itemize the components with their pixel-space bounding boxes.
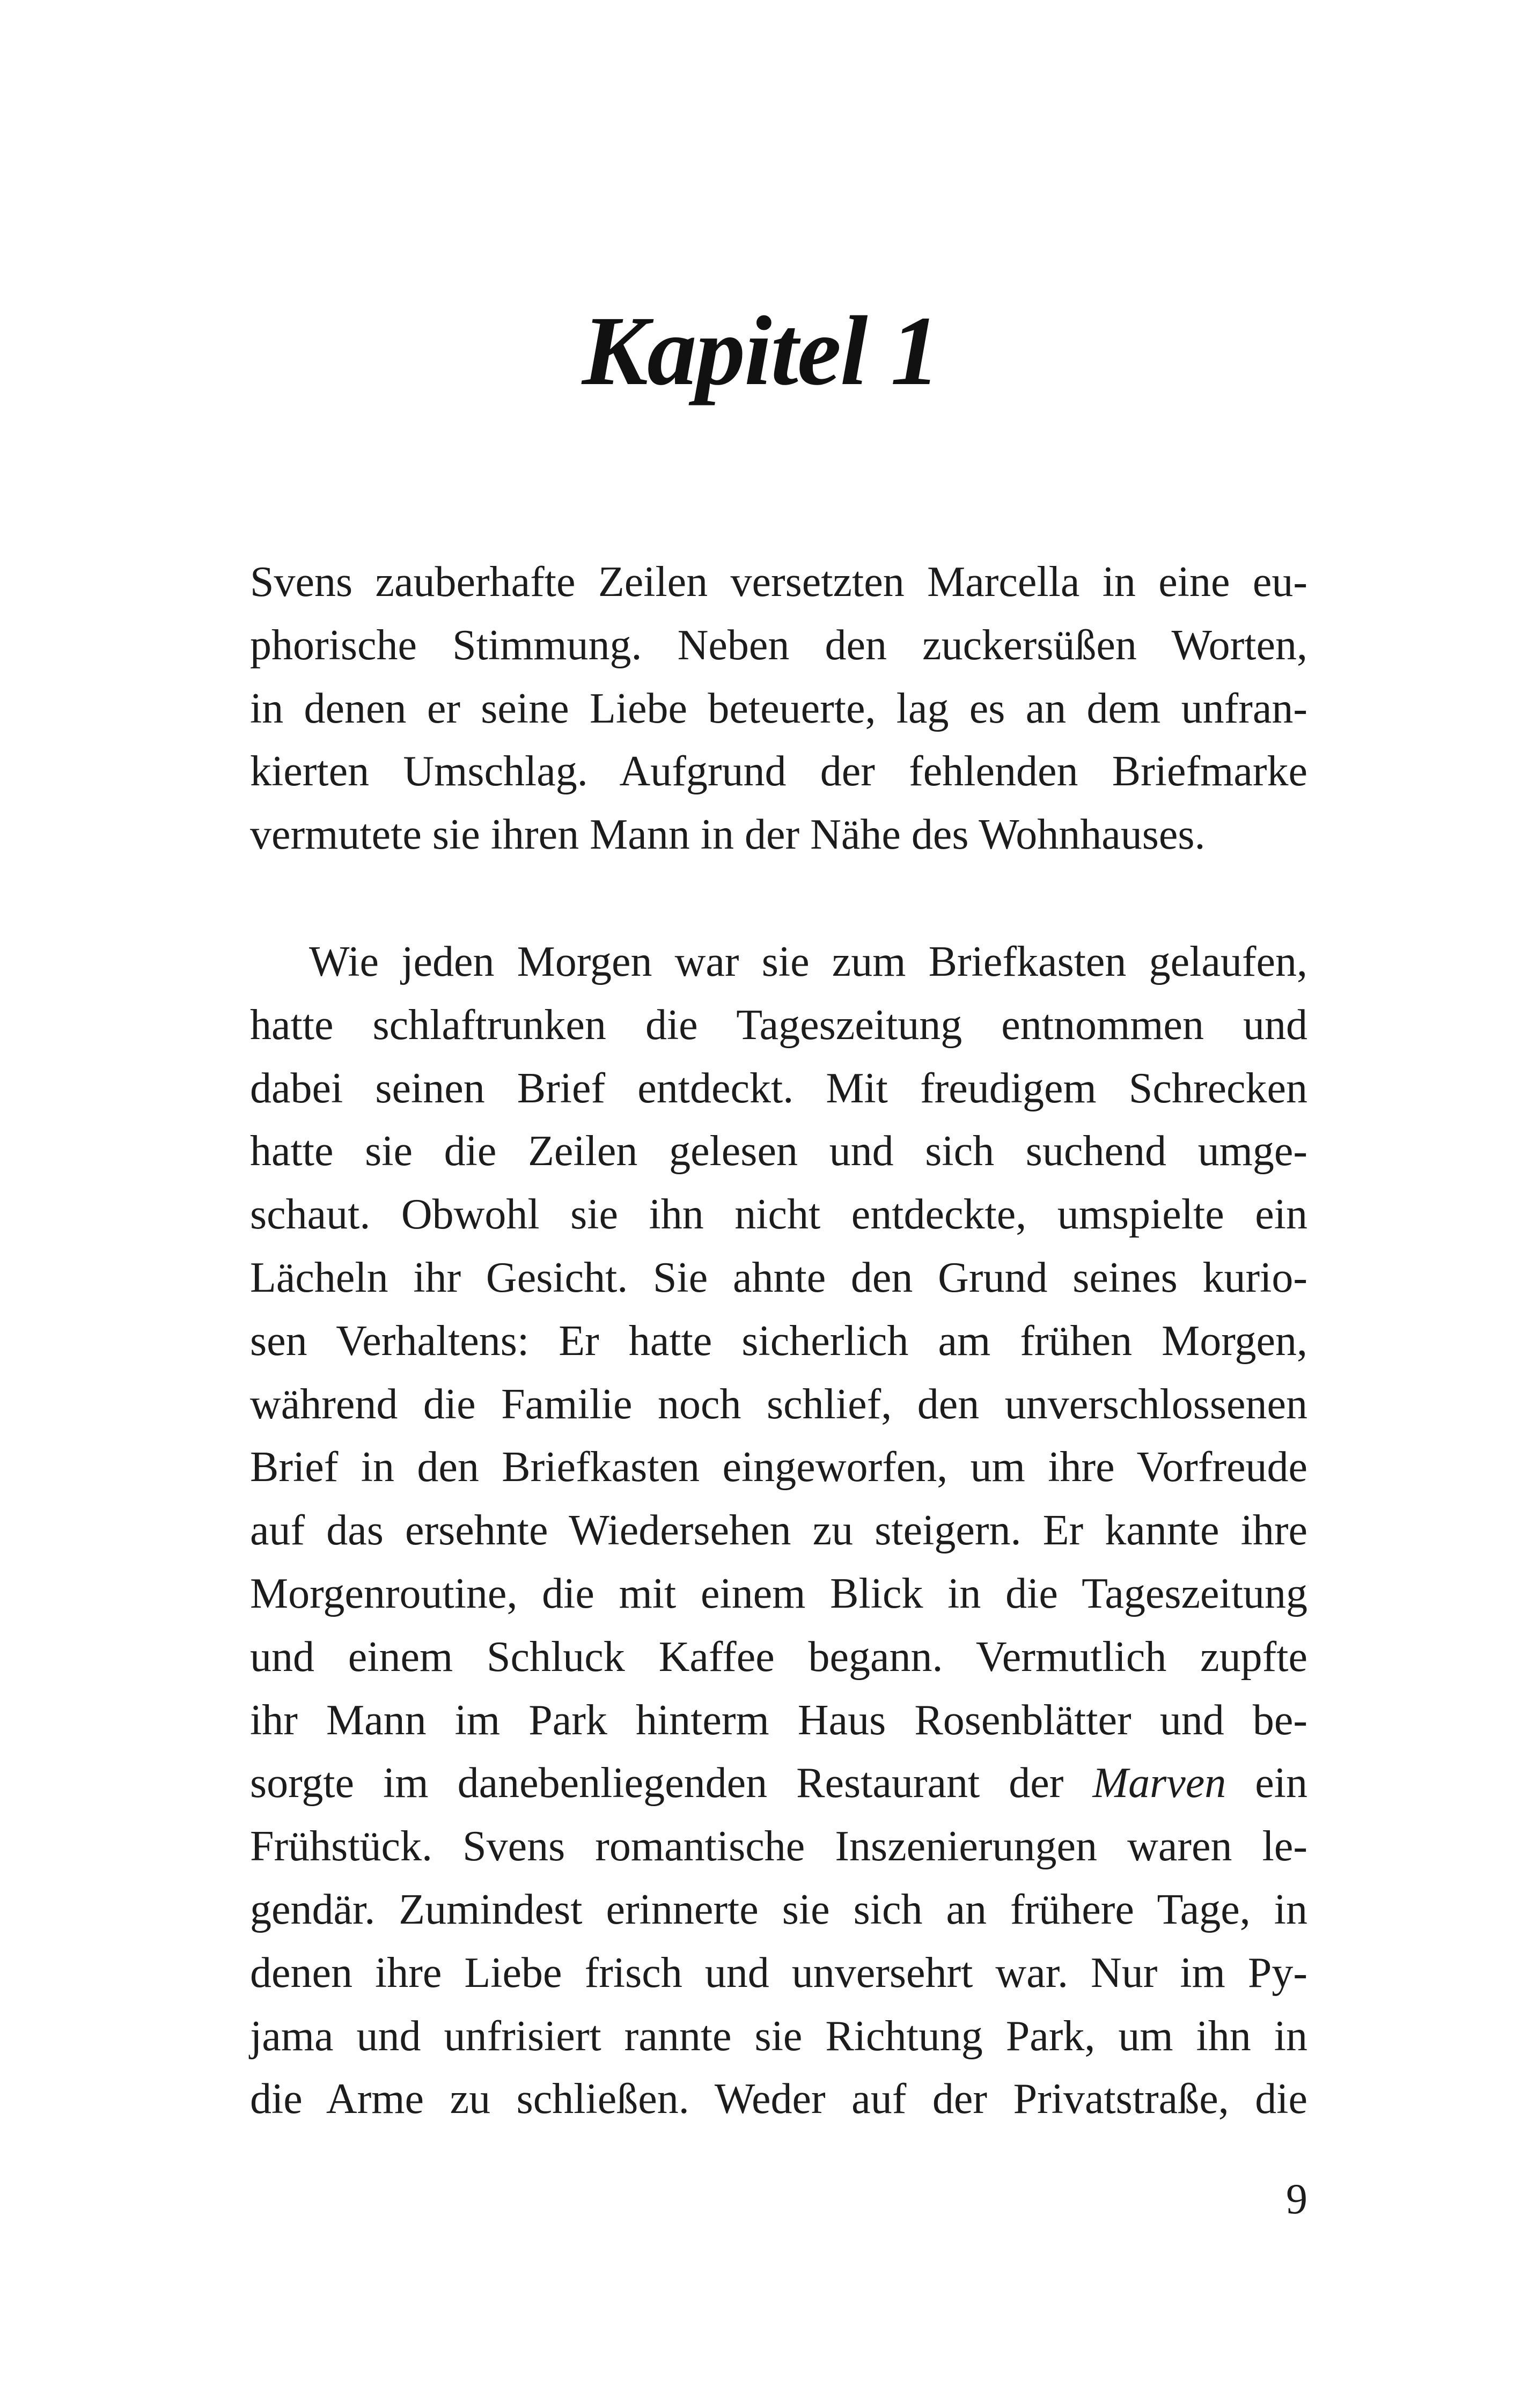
text-line: hatte sie die Zeilen gelesen und sich suchend umge- [250, 1128, 1307, 1175]
text-line: auf das ersehnte Wiedersehen zu steigern. Er kannte ihre [250, 1507, 1307, 1555]
text-line: in denen er seine Liebe beteuerte, lag es an dem unfran- [250, 684, 1307, 732]
text-line: gendär. Zumindest erinnerte sie sich an frühere Tage, in [250, 1886, 1307, 1933]
text-line: die Arme zu schließen. Weder auf der Privatstraße, die [250, 2075, 1307, 2123]
emphasized-name: Marven [1092, 1759, 1226, 1807]
paragraph-1 [250, 551, 1307, 867]
paragraph-2 [250, 931, 1307, 2131]
text-line: schaut. Obwohl sie ihn nicht entdeckte, umspielte ein [250, 1191, 1307, 1239]
line-text: sorgte im danebenliegenden Restaurant der [250, 1759, 1093, 1807]
text-line: denen ihre Liebe frisch und unversehrt war. Nur im Py- [250, 1949, 1307, 1997]
text-line: und einem Schluck Kaffee begann. Vermutlich zupfte [250, 1633, 1307, 1681]
text-line: phorische Stimmung. Neben den zuckersüßen Worten, [250, 621, 1307, 669]
text-line: vermutete sie ihren Mann in der Nähe des Wohnhauses. [250, 811, 1206, 859]
text-line: kierten Umschlag. Aufgrund der fehlenden Briefmarke [250, 748, 1307, 796]
text-line: jama und unfrisiert rannte sie Richtung Park, um ihn in [250, 2012, 1307, 2060]
line-text: ein [1226, 1759, 1307, 1807]
text-line: während die Familie noch schlief, den unverschlossenen [250, 1380, 1307, 1428]
text-line: dabei seinen Brief entdeckt. Mit freudigem Schrecken [250, 1064, 1307, 1112]
text-line: Lächeln ihr Gesicht. Sie ahnte den Grund seines kurio- [250, 1254, 1307, 1301]
text-line: Morgenroutine, die mit einem Blick in die Tageszeitung [250, 1570, 1307, 1617]
text-line: Frühstück. Svens romantische Inszenierungen waren le- [250, 1823, 1307, 1871]
chapter-title: Kapitel 1 [582, 296, 939, 406]
text-line: Wie jeden Morgen war sie zum Briefkasten gelaufen, [309, 938, 1307, 985]
text-line-with-emphasis [250, 1752, 1307, 1815]
text-line: Svens zauberhafte Zeilen versetzten Marcella in eine eu- [250, 558, 1307, 606]
text-line: sen Verhaltens: Er hatte sicherlich am frühen Morgen, [250, 1317, 1307, 1365]
text-line: ihr Mann im Park hinterm Haus Rosenblätter und be- [250, 1696, 1307, 1744]
page-number: 9 [1286, 2176, 1307, 2223]
text-line: Brief in den Briefkasten eingeworfen, um ihre Vorfreude [250, 1444, 1307, 1491]
text-line: hatte schlaftrunken die Tageszeitung entnommen und [250, 1001, 1307, 1049]
